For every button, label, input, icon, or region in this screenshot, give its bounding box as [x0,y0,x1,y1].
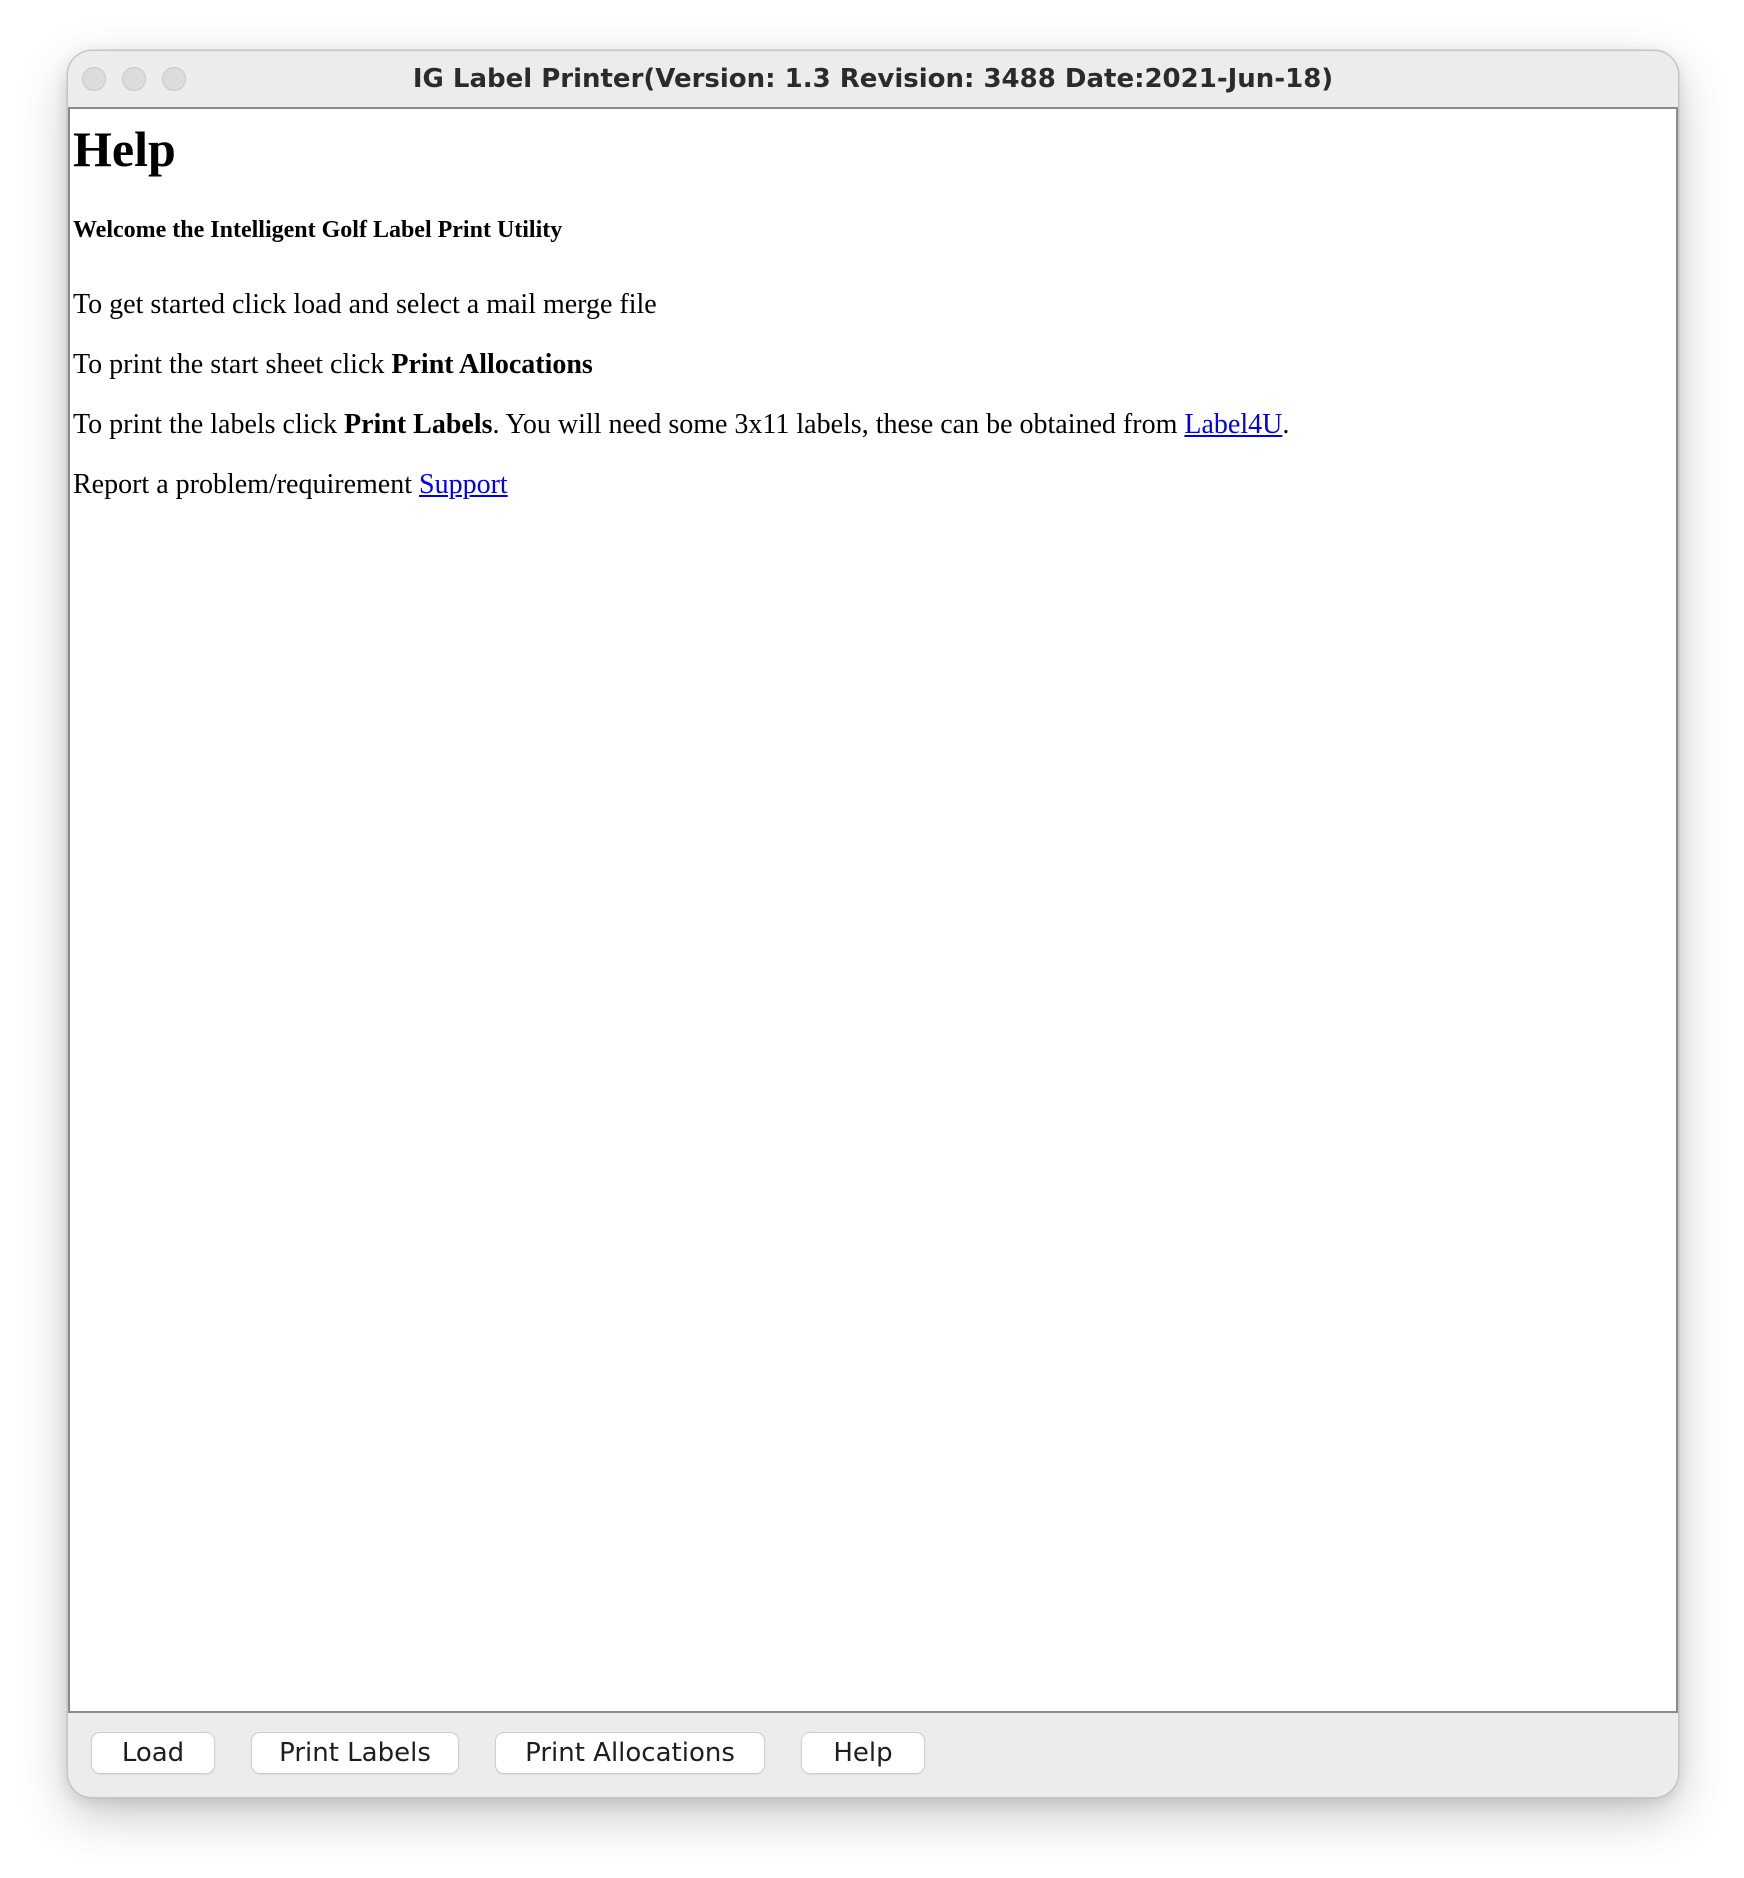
help-heading: Help [73,121,176,177]
print-labels-button[interactable]: Print Labels [252,1733,458,1773]
help-line-load-text: To get started click load and select a mail merge file [73,289,657,320]
help-line-support [73,469,508,501]
load-button[interactable]: Load [92,1733,214,1773]
help-line-allocations [73,349,593,381]
window-title: IG Label Printer(Version: 1.3 Revision: 3488 Date:2021-Jun-18) [412,64,1334,94]
label4u-link[interactable]: Label4U [1184,409,1283,440]
support-link[interactable]: Support [419,469,508,500]
title-bar[interactable] [68,51,1678,108]
help-line-labels-prefix: To print the labels click [73,409,344,440]
help-line-labels-suffix: . [1282,409,1290,440]
help-line-load [73,289,657,321]
help-content-pane [68,107,1678,1713]
help-line-allocations-text: To print the start sheet click [73,349,392,380]
welcome-subtitle: Welcome the Intelligent Golf Label Print Utility [73,217,563,243]
help-line-labels [73,409,1289,441]
print-allocations-button[interactable]: Print Allocations [496,1733,764,1773]
help-line-labels-middle: . You will need some 3x11 labels, these can be obtained from [492,409,1185,440]
app-window [68,51,1678,1797]
help-button[interactable]: Help [802,1733,924,1773]
button-bar [68,1713,1678,1797]
help-line-support-prefix: Report a problem/requirement [73,469,419,500]
print-allocations-emphasis: Print Allocations [391,349,593,380]
print-labels-emphasis: Print Labels [343,409,493,440]
